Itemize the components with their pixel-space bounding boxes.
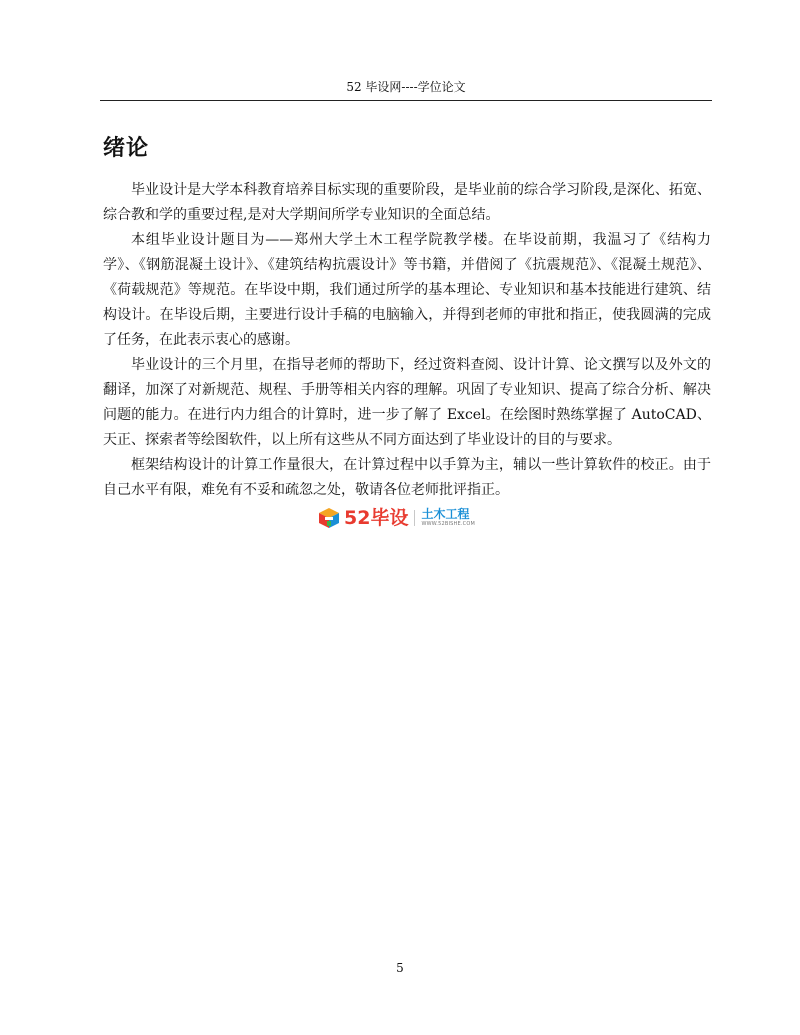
logo-mark-center	[325, 517, 333, 520]
paragraph: 毕业设计的三个月里，在指导老师的帮助下，经过资料查阅、设计计算、论文撰写以及外文的翻译，加深了对新规范、规程、手册等相关内容的理解。巩固了专业知识、提高了综合分析、解决问题的能力。在进行内力组合的计算时，进一步了解了 Excel。在绘图时熟练掌握了 AutoCAD、天正、探索者等绘图软件，以上所有这些从不同方面达到了毕业设计的目的与要求。	[103, 357, 711, 448]
logo-category: 土木工程	[421, 507, 470, 521]
body-text	[103, 178, 711, 503]
paragraph: 框架结构设计的计算工作量很大，在计算过程中以手算为主，辅以一些计算软件的校正。由于自己水平有限，难免有不妥和疏忽之处，敬请各位老师批评指正。	[103, 457, 711, 498]
logo-brand: 52毕设	[344, 507, 409, 529]
chapter-title: 绪论	[103, 135, 150, 161]
page-number: 5	[396, 961, 404, 975]
logo-divider	[414, 510, 415, 526]
logo-url: WWW.52BISHE.COM	[421, 521, 475, 527]
logo-sub	[421, 508, 475, 528]
paragraph: 本组毕业设计题目为——郑州大学土木工程学院教学楼。在毕设前期，我温习了《结构力学》、《钢筋混凝土设计》、《建筑结构抗震设计》等书籍，并借阅了《抗震规范》、《混凝土规范》、《荷载规范》等规范。在毕设中期，我们通过所学的基本理论、专业知识和基本技能进行建筑、结构设计。在毕设后期，主要进行设计手稿的电脑输入，并得到老师的审批和指正，使我圆满的完成了任务，在此表示衷心的感谢。	[103, 232, 711, 348]
paragraph: 毕业设计是大学本科教育培养目标实现的重要阶段，是毕业前的综合学习阶段,是深化、拓宽、综合教和学的重要过程,是对大学期间所学专业知识的全面总结。	[103, 182, 711, 223]
site-logo	[318, 505, 475, 531]
logo-mark-bottom	[327, 521, 331, 526]
page-header	[100, 78, 712, 101]
logo-mark-icon	[318, 507, 340, 529]
running-title: 52 毕设网----学位论文	[346, 80, 466, 94]
